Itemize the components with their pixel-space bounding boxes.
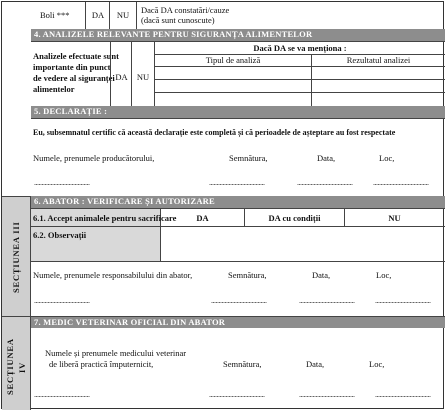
declaration-statement: Eu, subsemnatul certific că această declarație este completă și că perioadele de așteptare au fost respectate xyxy=(33,128,396,137)
analysis-result-cell-2[interactable] xyxy=(312,80,445,93)
analyses-question-1: Analizele efectuate sunt xyxy=(33,51,119,61)
vet-name-label-1: Numele și prenumele medicului veterinar xyxy=(45,348,187,358)
analyses-if-yes-heading: Dacă DA se va menționa : xyxy=(155,43,445,55)
vet-name-label-2: de liberă practică împuternicit, xyxy=(49,359,154,369)
diseases-findings-note-1: Dacă DA constatări/cauze xyxy=(141,5,230,15)
observations-field[interactable] xyxy=(161,227,445,262)
section-6-header: 6. ABATOR : VERIFICARE ȘI AUTORIZARE xyxy=(31,196,445,208)
vet-date-label: Data, xyxy=(306,359,325,369)
vet-signature-field[interactable]: ..................................... xyxy=(209,390,265,399)
accept-animals-label-cell xyxy=(31,208,177,227)
abattoir-signature-field[interactable]: ..................................... xyxy=(211,296,267,305)
official-vet-block xyxy=(31,328,445,410)
diseases-yes-cell[interactable] xyxy=(85,2,110,29)
analyses-yes-label: DA xyxy=(115,72,128,82)
producer-signature-field[interactable]: ..................................... xyxy=(209,178,265,187)
analysis-type-cell-1[interactable] xyxy=(155,67,312,80)
diseases-findings-note-2: (dacă sunt cunoscute) xyxy=(141,15,215,25)
diseases-no-label: NU xyxy=(116,10,130,20)
section-iv-number: IV xyxy=(17,361,27,373)
accept-animals-label: 6.1. Accept animalele pentru sacrificare xyxy=(33,213,177,223)
section-5-header: 5. DECLARAȚIE : xyxy=(31,106,445,118)
abattoir-place-field[interactable]: ..................................... xyxy=(375,296,431,305)
diseases-yes-label: DA xyxy=(91,10,105,20)
analysis-type-cell-2[interactable] xyxy=(155,80,312,93)
section-iii-side xyxy=(2,196,31,316)
accept-conditional-label: DA cu condiții xyxy=(268,213,321,223)
vet-name-field[interactable]: ..................................... xyxy=(34,390,90,399)
analyses-yes-cell[interactable] xyxy=(110,42,132,107)
diseases-no-cell[interactable] xyxy=(110,2,137,29)
analyses-question-2: importante din punct xyxy=(33,62,111,72)
accept-no-label: NU xyxy=(388,213,401,223)
abattoir-signature-label: Semnătura, xyxy=(228,270,267,280)
vet-signature-label: Semnătura, xyxy=(223,359,262,369)
diseases-label: Boli *** xyxy=(40,10,70,20)
analysis-type-header: Tipul de analiză xyxy=(155,55,312,67)
producer-date-field[interactable]: ..................................... xyxy=(297,178,353,187)
accept-conditional-cell[interactable] xyxy=(245,208,345,227)
producer-place-field[interactable]: ..................................... xyxy=(373,178,429,187)
veterinary-declaration-form xyxy=(1,1,444,409)
accept-yes-cell[interactable] xyxy=(161,208,245,227)
analyses-question-4: alimentelor xyxy=(33,84,75,94)
section-4-header: 4. ANALIZELE RELEVANTE PENTRU SIGURANȚA ALIMENTELOR xyxy=(31,29,445,41)
section-7-header: 7. MEDIC VETERINAR OFICIAL DIN ABATOR xyxy=(31,316,445,328)
abattoir-date-label: Data, xyxy=(312,270,331,280)
diseases-row xyxy=(2,2,445,29)
analyses-question-3: de vedere al siguranței xyxy=(33,73,115,83)
observations-label-cell xyxy=(31,227,161,262)
vet-place-label: Loc, xyxy=(369,359,385,369)
analyses-no-cell[interactable] xyxy=(132,42,155,107)
abattoir-signature-block xyxy=(31,262,445,316)
analysis-type-cell-3[interactable] xyxy=(155,93,312,107)
accept-no-cell[interactable] xyxy=(345,208,445,227)
accept-yes-label: DA xyxy=(196,213,209,223)
analysis-result-cell-1[interactable] xyxy=(312,67,445,80)
analysis-result-header: Rezultatul analizei xyxy=(312,55,445,67)
abattoir-date-field[interactable]: ..................................... xyxy=(299,296,355,305)
section-iv-label: SECȚIUNEA xyxy=(5,338,15,395)
abattoir-responsible-label: Numele, prenumele responsabilului din abator, xyxy=(33,270,193,280)
section-iii-label: SECȚIUNEA III xyxy=(11,221,21,293)
declaration-block xyxy=(31,118,445,196)
producer-name-field[interactable]: ..................................... xyxy=(34,178,90,187)
abattoir-name-field[interactable]: ..................................... xyxy=(34,296,90,305)
section-iv-side xyxy=(2,316,31,410)
producer-name-label: Numele, prenumele producătorului, xyxy=(33,153,155,163)
analyses-no-label: NU xyxy=(136,72,150,82)
producer-date-label: Data, xyxy=(317,153,336,163)
analyses-block xyxy=(31,41,445,106)
observations-label: 6.2. Observații xyxy=(33,230,87,240)
vet-place-field[interactable]: ..................................... xyxy=(375,390,431,399)
producer-signature-label: Semnătura, xyxy=(229,153,268,163)
vet-date-field[interactable]: ..................................... xyxy=(299,390,355,399)
producer-place-label: Loc, xyxy=(379,153,395,163)
analysis-result-cell-3[interactable] xyxy=(312,93,445,107)
abattoir-place-label: Loc, xyxy=(376,270,392,280)
